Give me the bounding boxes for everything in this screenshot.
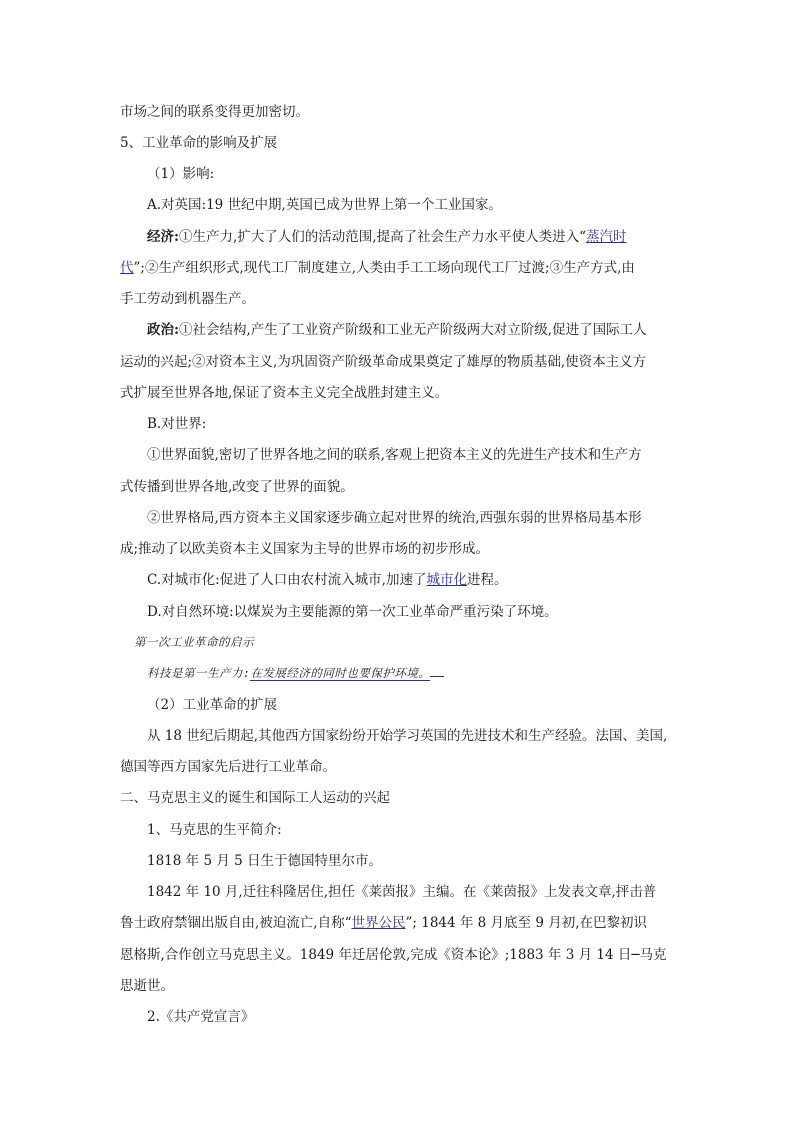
text-line: [147, 571, 507, 589]
subheading-world: B.对世界:: [147, 416, 207, 432]
link-urbanization[interactable]: 城市化: [426, 572, 467, 588]
text-span: ”;②生产组织形式,现代工厂制度建立,人类由手工工场向现代工厂过渡;③生产方式,由: [133, 260, 635, 276]
text-line: 1842 年 10 月,迁往科隆居住,担任《莱茵报》主编。在《莱茵报》上发表文章,抨击普: [147, 884, 657, 900]
text-line: [147, 321, 647, 339]
link-steam-age-cont[interactable]: 代: [120, 260, 134, 276]
text-line: 手工劳动到机器生产。: [120, 291, 255, 307]
subheading-marx-bio: 1、马克思的生平简介:: [147, 822, 282, 838]
text-line: 恩格斯,合作创立马克思主义。1849 年迁居伦敦,完成《资本论》;1883 年 3 月 14 日─马克: [120, 947, 667, 963]
subheading-impact: （1）影响:: [147, 166, 215, 182]
text-line: ①世界面貌,密切了世界各地之间的联系,客观上把资本主义的先进生产技术和生产方: [147, 447, 642, 463]
text-span: 鲁士政府禁锢出版自由,被迫流亡,自称“: [120, 915, 352, 931]
text-line: 式传播到世界各地,改变了世界的面貌。: [120, 479, 354, 495]
text-line: 成;推动了以欧美资本主义国家为主导的世界市场的初步形成。: [120, 541, 490, 557]
text-line: [120, 914, 647, 932]
text-span: 进程。: [466, 572, 508, 588]
note-text: 科技是第一生产力:: [147, 666, 251, 680]
subheading-expansion: （2）工业革命的扩展: [147, 697, 278, 713]
text-line: 式扩展至世界各地,保证了资本主义完全战胜封建主义。: [120, 385, 449, 401]
text-span: C.对城市化:促进了人口由农村流入城市,加速了: [147, 572, 427, 588]
text-span: ”; 1844 年 8 月底至 9 月初,在巴黎初识: [405, 915, 648, 931]
note-underlined-text: 在发展经济的同时也要保护环境。: [250, 666, 431, 680]
label-economy: 经济:: [147, 229, 179, 245]
link-world-citizen[interactable]: 世界公民: [351, 915, 406, 931]
section-heading-2: 二、马克思主义的诞生和国际工人运动的兴起: [120, 790, 390, 806]
text-span: ①生产力,扩大了人们的活动范围,提高了社会生产力水平使人类进入“: [178, 229, 586, 245]
text-line: [147, 228, 626, 246]
text-line: 德国等西方国家先后进行工业革命。: [120, 759, 336, 775]
text-line: 市场之间的联系变得更加密切。: [120, 104, 309, 120]
text-line: 思逝世。: [120, 978, 174, 994]
note-underline-tail: [430, 664, 444, 677]
text-line: ②世界格局,西方资本主义国家逐步确立起对世界的统治,西强东弱的世界格局基本形: [147, 510, 642, 526]
section-heading-5: 5、工业革命的影响及扩展: [120, 135, 278, 151]
subheading-manifesto: 2.《共产党宣言》: [147, 1009, 255, 1025]
text-line: 运动的兴起;②对资本主义,为巩固资产阶级革命成果奠定了雄厚的物质基础,使资本主义方: [120, 354, 647, 370]
label-politics: 政治:: [147, 322, 179, 338]
note-title: 第一次工业革命的启示: [134, 635, 254, 649]
text-line: A.对英国:19 世纪中期,英国已成为世界上第一个工业国家。: [147, 197, 502, 213]
text-line: 1818 年 5 月 5 日生于德国特里尔市。: [147, 853, 382, 869]
text-span: ①社会结构,产生了工业资产阶级和工业无产阶级两大对立阶级,促进了国际工人: [178, 322, 647, 338]
link-steam-age[interactable]: 蒸汽时: [585, 229, 627, 245]
text-line: 从 18 世纪后期起,其他西方国家纷纷开始学习英国的先进技术和生产经验。法国、美国,: [147, 728, 668, 744]
text-line: [120, 259, 635, 277]
note-line: [147, 664, 444, 682]
text-line: D.对自然环境:以煤炭为主要能源的第一次工业革命严重污染了环境。: [147, 604, 558, 620]
